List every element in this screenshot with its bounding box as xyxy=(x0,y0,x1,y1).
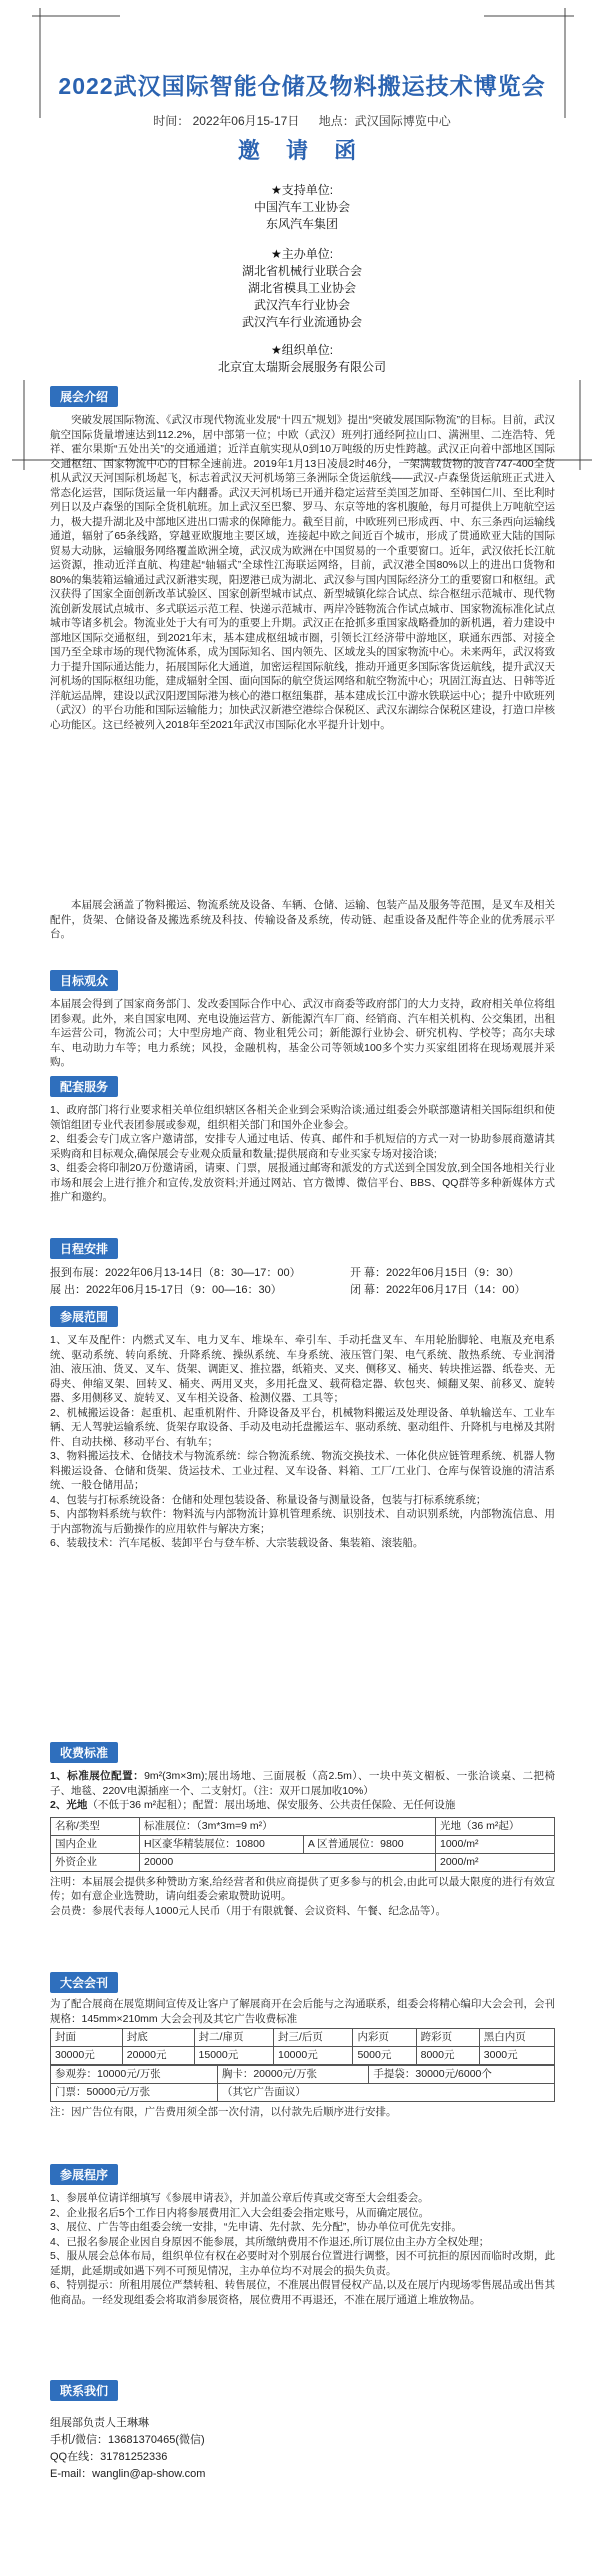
journal-cell: 封面 xyxy=(51,2029,123,2047)
journal-cell: 30000元 xyxy=(51,2047,123,2065)
service-item: 2、组委会专门成立客户邀请部，安排专人通过电话、传真、邮件和手机短信的方式一对一协助参展商邀请其采购商和目标观众,确保展会专业观众质量和数量;提供展商和专业买家专场对接洽谈; xyxy=(50,1133,555,1160)
scope-item: 4、包装与打标系统设备：仓储和处理包装设备、称量设备与测量设备，包装与打标系统系统； xyxy=(50,1493,487,1506)
audience-text: 本届展会得到了国家商务部门、发改委国际合作中心、武汉市商委等政府部门的大力支持，政府相关单位将组团参观。此外，来自国家电网、充电设施运营方、新能源汽车厂商、经销商、汽车相关机构、公交集团，出租车运营公司，物流公司；大中型房地产商、物业租凭公司；新能源行业协会、研究机构、学校等；高尔夫球车、电动助力车等；电力系统；风投，金融机构，基金公司等领域100多个实力买家组团将在现场观展并采购。 xyxy=(50,998,555,1068)
journal-cell: 封二/扉页 xyxy=(194,2029,273,2047)
host-unit: 湖北省机械行业联合会 xyxy=(241,264,362,278)
organizer-units xyxy=(0,342,604,376)
overview-section xyxy=(50,386,555,732)
host-label: ★主办单位: xyxy=(270,247,334,261)
scope-item: 6、装载技术：汽车尾板、装卸平台与登车桥、大宗装载设备、集装箱、滚装船。 xyxy=(50,1537,424,1549)
process-item: 6、特别提示：所租用展位严禁转租、转售展位，不准展出假冒侵权产品,以及在展厅内现场零售展品或出售其他商品。一经发现组委会将取消参展资格，展位费用不再退还，不准在展厅通道上堆放物品。 xyxy=(50,2279,555,2306)
journal-cell: 8000元 xyxy=(416,2047,479,2065)
schedule-row xyxy=(50,1265,555,1282)
scope-item: 1、叉车及配件：内燃式叉车、电力叉车、堆垛车、牵引车、手动托盘叉车、车用轮胎脚轮、电瓶及充电系统、驱动系统、转向系统、升降系统、操纵系统、车身系统、液压管门架、电气系统、散热系统、专业润滑油、液压油、货叉、叉车、货架、调距叉、推拉器，纸箱夹、叉夹、侧移叉、桶夹、转块推运器、纸卷夹、无碍夹、伸缩叉架、回转叉、桶夹、两用叉夹，多用托盘叉、载荷稳定器、软包夹、倾翻叉架、前移叉、旋转器、多用侧移叉、旋转叉、叉车相关设备、检测仪器、工具等； xyxy=(50,1334,555,1404)
schedule-section xyxy=(50,1238,555,1299)
support-label: ★支持单位: xyxy=(270,183,334,197)
host-unit: 武汉汽车行业流通协会 xyxy=(241,315,362,329)
overview-tag: 展会介绍 xyxy=(50,386,118,407)
service-list xyxy=(50,1103,555,1205)
journal-cell: 5000元 xyxy=(353,2047,416,2065)
fee-cell: H区豪华精装展位：10800 xyxy=(140,1835,304,1853)
journal-text: 为了配合展商在展览期间宣传及让客户了解展商开在会后能与之沟通联系，组委会将精心编印大会会刊，会刊规格：145mm×210mm 大会会刊及其它广告收费标准 xyxy=(50,1998,555,2025)
schedule-cell: 报到布展：2022年06月13-14日（8：30—17：00） xyxy=(50,1267,301,1279)
contact-section xyxy=(50,2380,555,2483)
process-item: 2、企业报名后5个工作日内将参展费用汇入大会组委会指定账号，从而确定展位。 xyxy=(50,2206,430,2219)
process-section xyxy=(50,2164,555,2307)
contact-tag: 联系我们 xyxy=(50,2380,118,2401)
process-list xyxy=(50,2191,555,2307)
support-units xyxy=(0,182,604,233)
scope-tag: 参展范围 xyxy=(50,1306,118,1327)
journal-extra-cell: 胸卡：20000元/万张 xyxy=(217,2066,369,2084)
scope-item: 5、内部物料系统与软件：物料流与内部物流计算机管理系统、识别技术、自动识别系统，内部物流信息、用于内部物流与后勤操作的应用软件与解决方案； xyxy=(50,1508,555,1535)
overview-paragraph: 突破发展国际物流、《武汉市现代物流业发展“十四五”规划》提出“突破发展国际物流”的目标。目前，武汉航空国际货量增速达到112.2%，居中部第一位；中欧（武汉）班列打通经阿拉山口、满洲里、二连浩特、凭祥、霍尔果斯“五处出关”的交通通道；近洋直航实现从0到10万吨级的历史性跨越。武汉正向着中部地区国际交通枢纽、国家物流中心的目标全速前进。2019年1月13日凌晨2时46分，一架满载货物的波音747-400全货机从武汉天河国际机场起飞，标志着武汉天河机场第三条洲际全货运航线——武汉-卢森堡货运航班正式进入常态化运营，国际货运量一年内翻番。武汉天河机场已开通并稳定运营至美国芝加哥、至韩国仁川、至比利时列日以及卢森堡的国际全货机航班。加上武汉至巴黎、罗马、东京等地的客机腹舱，每月可提供上万吨航空运力，极大提升湖北及中部地区进出口需求的保障能力。截至目前，中欧班列已形成西、中、东三条西向运输线通道，辐射了65条线路，穿越亚欧腹地主要区域，连接起中欧之间近百个城市，形成了贯通欧亚大陆的国际贸易大动脉，运输服务网络覆盖欧洲全境，武汉成为欧洲在中国贸易的一个重要窗口。近年，武汉依托长江航运资源，推动近洋直航、构建起“轴辐式”全球性江海联运网络，目前，武汉港全国80%以上的进出口货物和80%的集装箱运输通过武汉新港实现，阳逻港已成为湖北、武汉参与国内国际经济分工的重要窗口和枢纽。武汉获得了国家全面创新改革试验区、国家创新型城市试点、新型城镇化综合试点、综合枢纽示范城市、现代物流创新发展试点城市、多式联运示范工程、快递示范城市、两岸冷链物流合作试点城市、国家物流标准化试点城市等诸多机会。物流业处于大有可为的重要上升期。武汉正在抢抓多重国家战略叠加的新机遇，着力建设中部地区国际交通枢纽，到2021年末，基本建成枢纽城市圈，引领长江经济带中游地区，联通东西部、对接全国乃至全球市场的现代物流体系，成为国际知名、国内领先、区域龙头的国家物流中心。未来两年，武汉将致力于提升国际通达能力，拓展国际化大通道，加密运程国际航线，推动开通更多国际客货运航线，提升武汉天河机场的国际枢纽功能，建成辐射全国、面向国际的航空货运网络和航空物流中心；巩固江海直达、日韩等近洋航运品牌，建设以武汉阳逻国际港为核心的港口枢纽集群，基本建成长江中游水铁联运中心；提升中欧班列（武汉）的平台功能和国际运输能力；加快武汉新港空港综合保税区、武汉东湖综合保税区建设，打造口岸核心功能区。这已经被列入2018年至2021年武汉市国际化水平提升计划中。 xyxy=(50,414,555,731)
journal-cell: 封底 xyxy=(122,2029,194,2047)
overview-continued xyxy=(50,898,555,942)
journal-extra-cell: 参观券：10000元/万张 xyxy=(51,2066,218,2084)
raw-space-title: 2、光地 xyxy=(50,1799,88,1811)
process-item: 5、服从展会总体布局，组织单位有权在必要时对个别展台位置进行调整，因不可抗拒的原因而临时改期，此延期，此延期或如遇下列不可预见情况，主办单位均不对展会的损失负责。 xyxy=(50,2250,555,2277)
organizer-unit: 北京宜太瑞斯会展服务有限公司 xyxy=(217,360,386,374)
contact-office: 组展部负责人王琳琳 xyxy=(50,2417,149,2429)
journal-cell: 黑白内页 xyxy=(479,2029,554,2047)
scope-item: 2、机械搬运设备：起重机、起重机附件、升降设备及平台，机械物料搬运及处理设备、单轨输送车、工业车辆、无人驾驶运输系统、货架存取设备、手动及电动托盘搬运车、驱动系统、驱动组件、升降机与电梯及其附件、自动扶梯、移动平台、有轨车； xyxy=(50,1406,555,1448)
contact-phone: 手机/微信：13681370465(微信) xyxy=(50,2434,205,2446)
schedule-row xyxy=(50,1282,555,1299)
schedule-cell: 闭 幕：2022年06月17日（14：00） xyxy=(350,1284,526,1296)
process-item: 4、已报名参展企业因自身原因不能参展，其所缴纳费用不作退还,所订展位由主办方全权处理； xyxy=(50,2235,490,2248)
process-item: 1、参展单位请详细填写《参展申请表》，并加盖公章后传真或交寄至大会组委会。 xyxy=(50,2192,429,2204)
service-section xyxy=(50,1076,555,1205)
fee-section xyxy=(50,1742,555,1918)
process-tag: 参展程序 xyxy=(50,2164,118,2185)
journal-cell: 封三/后页 xyxy=(274,2029,353,2047)
schedule-table xyxy=(50,1265,555,1299)
journal-note: 注：因广告位有限，广告费用须全部一次付清，以付款先后顺序进行安排。 xyxy=(50,2106,397,2118)
event-time: 时间： 2022年06月15-17日 xyxy=(153,114,300,128)
overview-paragraph2: 本届展会涵盖了物料搬运、物流系统及设备、车辆、仓储、运输、包装产品及服务等范围，是叉车及相关配件，货架、仓储设备及搬选系统及科技、传输设备及系统，传动链、起重设备及配件等企业的优秀展示平台。 xyxy=(50,899,555,940)
fee-text xyxy=(50,1769,555,1813)
host-unit: 湖北省模具工业协会 xyxy=(247,281,356,295)
invitation-heading: 邀 请 函 xyxy=(237,138,367,163)
fee-cell: 2000/m² xyxy=(436,1853,555,1871)
fee-cell: 国内企业 xyxy=(51,1835,140,1853)
time-place xyxy=(0,112,604,129)
member-fee: 会员费：参展代表每人1000元人民币（用于有限就餐、会议资料、午餐、纪念品等）。 xyxy=(50,1904,447,1917)
contact-email: E-mail：wanglin@ap-show.com xyxy=(50,2468,206,2480)
scope-item: 3、物料搬运技术、仓储技术与物流系统：综合物流系统、物流交换技术、一体化供应链管理系统、机器人物料搬运设备、仓储和货架、货运技术、工业过程、叉车设备、料箱、工厂/工业门、仓库与保管设施的清洁系统、一般仓储用品； xyxy=(50,1450,555,1491)
fee-table xyxy=(50,1817,555,1872)
schedule-tag: 日程安排 xyxy=(50,1238,118,1259)
overview-text xyxy=(50,413,555,732)
journal-extra-table xyxy=(50,2065,555,2102)
host-unit: 武汉汽车行业协会 xyxy=(253,298,350,312)
journal-cell: 3000元 xyxy=(479,2047,554,2065)
journal-cell: 15000元 xyxy=(194,2047,273,2065)
support-unit: 东风汽车集团 xyxy=(265,217,338,231)
journal-extra-cell: 手提袋：30000元/6000个 xyxy=(369,2066,555,2084)
service-tag: 配套服务 xyxy=(50,1076,118,1097)
fee-cell: 标准展位：（3m*3m=9 m²） xyxy=(140,1817,436,1835)
process-item: 3、展位、广告等由组委会统一安排，“先申请、先付款、先分配”，协办单位可优先安排。 xyxy=(50,2221,462,2233)
schedule-cell: 开 幕：2022年06月15日（9：30） xyxy=(350,1267,520,1279)
audience-tag: 目标观众 xyxy=(50,970,118,991)
fee-cell: 名称/类型 xyxy=(51,1817,140,1835)
overview-text2 xyxy=(50,898,555,942)
audience-section xyxy=(50,970,555,1070)
support-unit: 中国汽车工业协会 xyxy=(253,200,350,214)
event-place: 地点：武汉国际博览中心 xyxy=(318,114,451,128)
std-booth-title: 1、标准展位配置： xyxy=(50,1770,145,1782)
std-booth-text: 9m²(3m×3m);展出场地、三面展板（高2.5m）、一块中英文楣板、一张洽谈桌、二把椅子、地毯、220V电源插座一个、二支射灯。（注：双开口展加收10%） xyxy=(50,1770,555,1797)
service-item: 3、组委会将印制20万份邀请函，请柬、门票，展报通过邮寄和派发的方式送到全国发放,到全国各地相关行业市场和展会上进行推介和宣传,发放资料;并通过网站、官方微博、微信平台、BBS、QQ群等多种新媒体方式推广和邀约。 xyxy=(50,1162,555,1203)
journal-section xyxy=(50,1972,555,2120)
fee-notes xyxy=(50,1875,555,1919)
fee-cell: A 区普通展位：9800 xyxy=(303,1835,435,1853)
fee-tag: 收费标准 xyxy=(50,1742,118,1763)
journal-price-table xyxy=(50,2028,555,2065)
fee-cell: 光地（36 m²起） xyxy=(436,1817,555,1835)
host-units xyxy=(0,246,604,331)
fee-cell: 1000/m² xyxy=(436,1835,555,1853)
page-title: 2022武汉国际智能仓储及物料搬运技术博览会 xyxy=(58,73,546,99)
fee-cell: 外资企业 xyxy=(51,1853,140,1871)
journal-cell: 内彩页 xyxy=(353,2029,416,2047)
journal-extra-cell: 门票：50000元/万张 xyxy=(51,2084,218,2102)
schedule-cell: 展 出：2022年06月15-17日（9：00—16：30） xyxy=(50,1284,282,1296)
scope-section xyxy=(50,1306,555,1551)
fee-note: 注明：本届展会提供多种赞助方案,给经营者和供应商提供了更多参与的机会,由此可以最大限度的进行有效宣传；如有意企业选赞助，请向组委会索取赞助说明。 xyxy=(50,1875,555,1902)
contact-info xyxy=(50,2415,555,2483)
journal-cell: 跨彩页 xyxy=(416,2029,479,2047)
journal-extra-cell: （其它广告面议） xyxy=(217,2084,554,2102)
journal-tag: 大会会刊 xyxy=(50,1972,118,1993)
fee-cell: 20000 xyxy=(140,1853,436,1871)
service-item: 1、政府部门将行业要求相关单位组织辖区各相关企业到会采购洽谈;通过组委会外联部邀请相关国际组织和使领馆组团专业代表团参展或参观，组织相关部门和国外企业参会。 xyxy=(50,1104,555,1131)
scope-list xyxy=(50,1333,555,1551)
journal-cell: 10000元 xyxy=(274,2047,353,2065)
journal-cell: 20000元 xyxy=(122,2047,194,2065)
organizer-label: ★组织单位: xyxy=(270,343,334,357)
contact-qq: QQ在线：31781252336 xyxy=(50,2451,168,2463)
raw-space-text: （不低于36 m²起租）；配置：展出场地、保安服务、公共责任保险、无任何设施 xyxy=(87,1799,456,1811)
